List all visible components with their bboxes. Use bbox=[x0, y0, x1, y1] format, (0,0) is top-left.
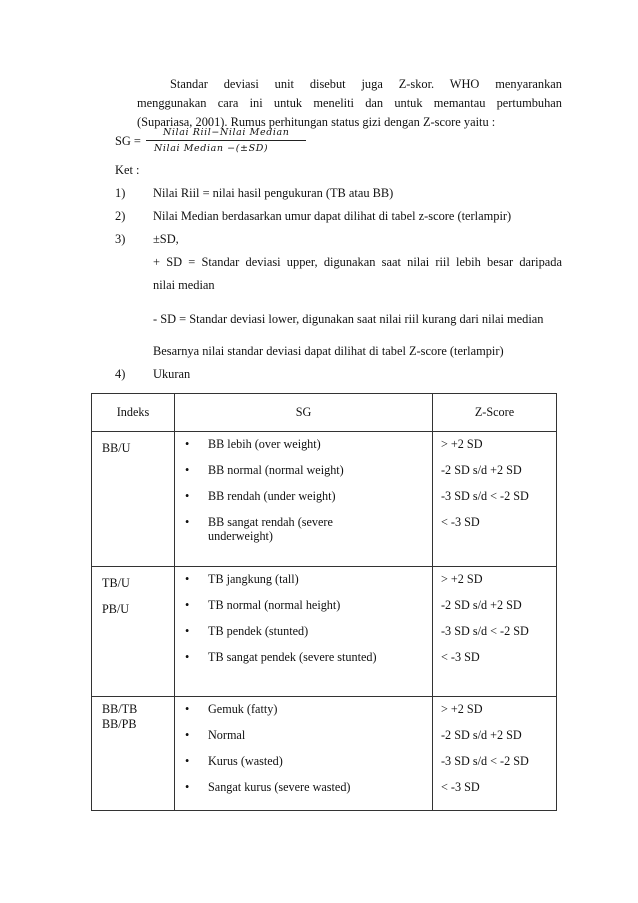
sg-text: BB normal (normal weight) bbox=[208, 463, 344, 477]
sd-plus-line-1: + SD = Standar deviasi upper, digunakan saat nilai riil lebih besar daripada bbox=[153, 255, 562, 269]
zscore-value: -3 SD s/d < -2 SD bbox=[441, 489, 529, 503]
zscore-value: > +2 SD bbox=[441, 437, 483, 451]
list-item bbox=[175, 728, 378, 742]
intro-line-2: menggunakan cara ini untuk meneliti dan untuk memantau pertumbuhan bbox=[137, 96, 562, 110]
bullet-icon: • bbox=[185, 650, 190, 664]
list-item bbox=[175, 624, 378, 638]
sg-text: BB sangat rendah (severe underweight) bbox=[208, 515, 333, 543]
ket-item-4-text: Ukuran bbox=[153, 367, 191, 381]
ket-item-2-num: 2) bbox=[115, 209, 126, 223]
indeks-label: BB/PB bbox=[102, 717, 137, 731]
indeks-label: BB/TB bbox=[102, 702, 138, 716]
bullet-icon: • bbox=[185, 754, 190, 768]
list-item bbox=[175, 489, 378, 503]
sg-text: TB normal (normal height) bbox=[208, 598, 341, 612]
sg-text: BB rendah (under weight) bbox=[208, 489, 336, 503]
table-row bbox=[92, 567, 557, 697]
intro-line-3: (Supariasa, 2001). Rumus perhitungan status gizi dengan Z-score yaitu : bbox=[137, 115, 496, 129]
ket-item-2-text: Nilai Median berdasarkan umur dapat dilihat di tabel z-score (terlampir) bbox=[153, 209, 512, 223]
bullet-icon: • bbox=[185, 515, 190, 529]
fraction-bar bbox=[146, 140, 306, 141]
ket-item-3-num: 3) bbox=[115, 232, 126, 246]
sd-plus-line-2: nilai median bbox=[153, 278, 215, 292]
besarnya-text: Besarnya nilai standar deviasi dapat dilihat di tabel Z-score (terlampir) bbox=[153, 344, 504, 358]
list-item bbox=[175, 650, 428, 664]
bullet-icon: • bbox=[185, 728, 190, 742]
zscore-value: -3 SD s/d < -2 SD bbox=[441, 754, 529, 768]
zscore-value: -3 SD s/d < -2 SD bbox=[441, 624, 529, 638]
ket-item-4-num: 4) bbox=[115, 367, 126, 381]
bullet-icon: • bbox=[185, 598, 190, 612]
cell-sg bbox=[175, 567, 433, 697]
cell-zscore bbox=[433, 567, 557, 697]
cell-indeks bbox=[92, 567, 175, 697]
sg-text: Gemuk (fatty) bbox=[208, 702, 278, 716]
ket-heading: Ket : bbox=[115, 163, 140, 177]
list-item bbox=[175, 572, 378, 586]
formula-numerator: Nilai Riil−Nilai Median bbox=[163, 127, 290, 138]
cell-indeks bbox=[92, 432, 175, 567]
bullet-icon: • bbox=[185, 572, 190, 586]
bullet-icon: • bbox=[185, 702, 190, 716]
sg-text: TB sangat pendek (severe stunted) bbox=[208, 650, 377, 664]
list-item bbox=[175, 754, 378, 768]
list-item bbox=[175, 515, 378, 543]
sg-text: TB jangkung (tall) bbox=[208, 572, 299, 586]
bullet-icon: • bbox=[185, 624, 190, 638]
formula-label: SG = bbox=[115, 134, 141, 148]
zscore-value: > +2 SD bbox=[441, 572, 483, 586]
zscore-value: -2 SD s/d +2 SD bbox=[441, 728, 522, 742]
header-sg: SG bbox=[175, 394, 433, 432]
bullet-icon: • bbox=[185, 437, 190, 451]
intro-line-1: Standar deviasi unit disebut juga Z-skor. WHO menyarankan bbox=[170, 77, 562, 91]
sg-text: TB pendek (stunted) bbox=[208, 624, 309, 638]
sg-text: BB lebih (over weight) bbox=[208, 437, 321, 451]
zscore-value: < -3 SD bbox=[441, 515, 480, 529]
ket-item-3-text: ±SD, bbox=[153, 232, 179, 246]
sd-minus-text: - SD = Standar deviasi lower, digunakan saat nilai riil kurang dari nilai median bbox=[153, 312, 544, 326]
zscore-value: > +2 SD bbox=[441, 702, 483, 716]
header-zscore: Z-Score bbox=[433, 394, 557, 432]
zscore-value: -2 SD s/d +2 SD bbox=[441, 598, 522, 612]
table-row bbox=[92, 697, 557, 811]
header-indeks: Indeks bbox=[92, 394, 175, 432]
zscore-value: < -3 SD bbox=[441, 780, 480, 794]
cell-zscore bbox=[433, 697, 557, 811]
indeks-label: BB/U bbox=[102, 441, 131, 455]
table-header-row bbox=[92, 394, 557, 432]
indeks-label: TB/U bbox=[102, 576, 130, 590]
cell-indeks bbox=[92, 697, 175, 811]
ket-item-1-num: 1) bbox=[115, 186, 126, 200]
zscore-table bbox=[91, 393, 557, 811]
bullet-icon: • bbox=[185, 780, 190, 794]
zscore-value: -2 SD s/d +2 SD bbox=[441, 463, 522, 477]
ket-item-1-text: Nilai Riil = nilai hasil pengukuran (TB atau BB) bbox=[153, 186, 394, 200]
formula-denominator: Nilai Median −(±SD) bbox=[154, 143, 269, 154]
list-item bbox=[175, 598, 378, 612]
list-item bbox=[175, 702, 378, 716]
cell-sg bbox=[175, 432, 433, 567]
indeks-label: PB/U bbox=[102, 602, 130, 616]
bullet-icon: • bbox=[185, 463, 190, 477]
table-row bbox=[92, 432, 557, 567]
cell-sg bbox=[175, 697, 433, 811]
list-item bbox=[175, 463, 378, 477]
sg-text: Sangat kurus (severe wasted) bbox=[208, 780, 351, 794]
sg-text: Normal bbox=[208, 728, 246, 742]
bullet-icon: • bbox=[185, 489, 190, 503]
zscore-value: < -3 SD bbox=[441, 650, 480, 664]
cell-zscore bbox=[433, 432, 557, 567]
sg-text: Kurus (wasted) bbox=[208, 754, 283, 768]
list-item bbox=[175, 437, 378, 451]
list-item bbox=[175, 780, 428, 794]
